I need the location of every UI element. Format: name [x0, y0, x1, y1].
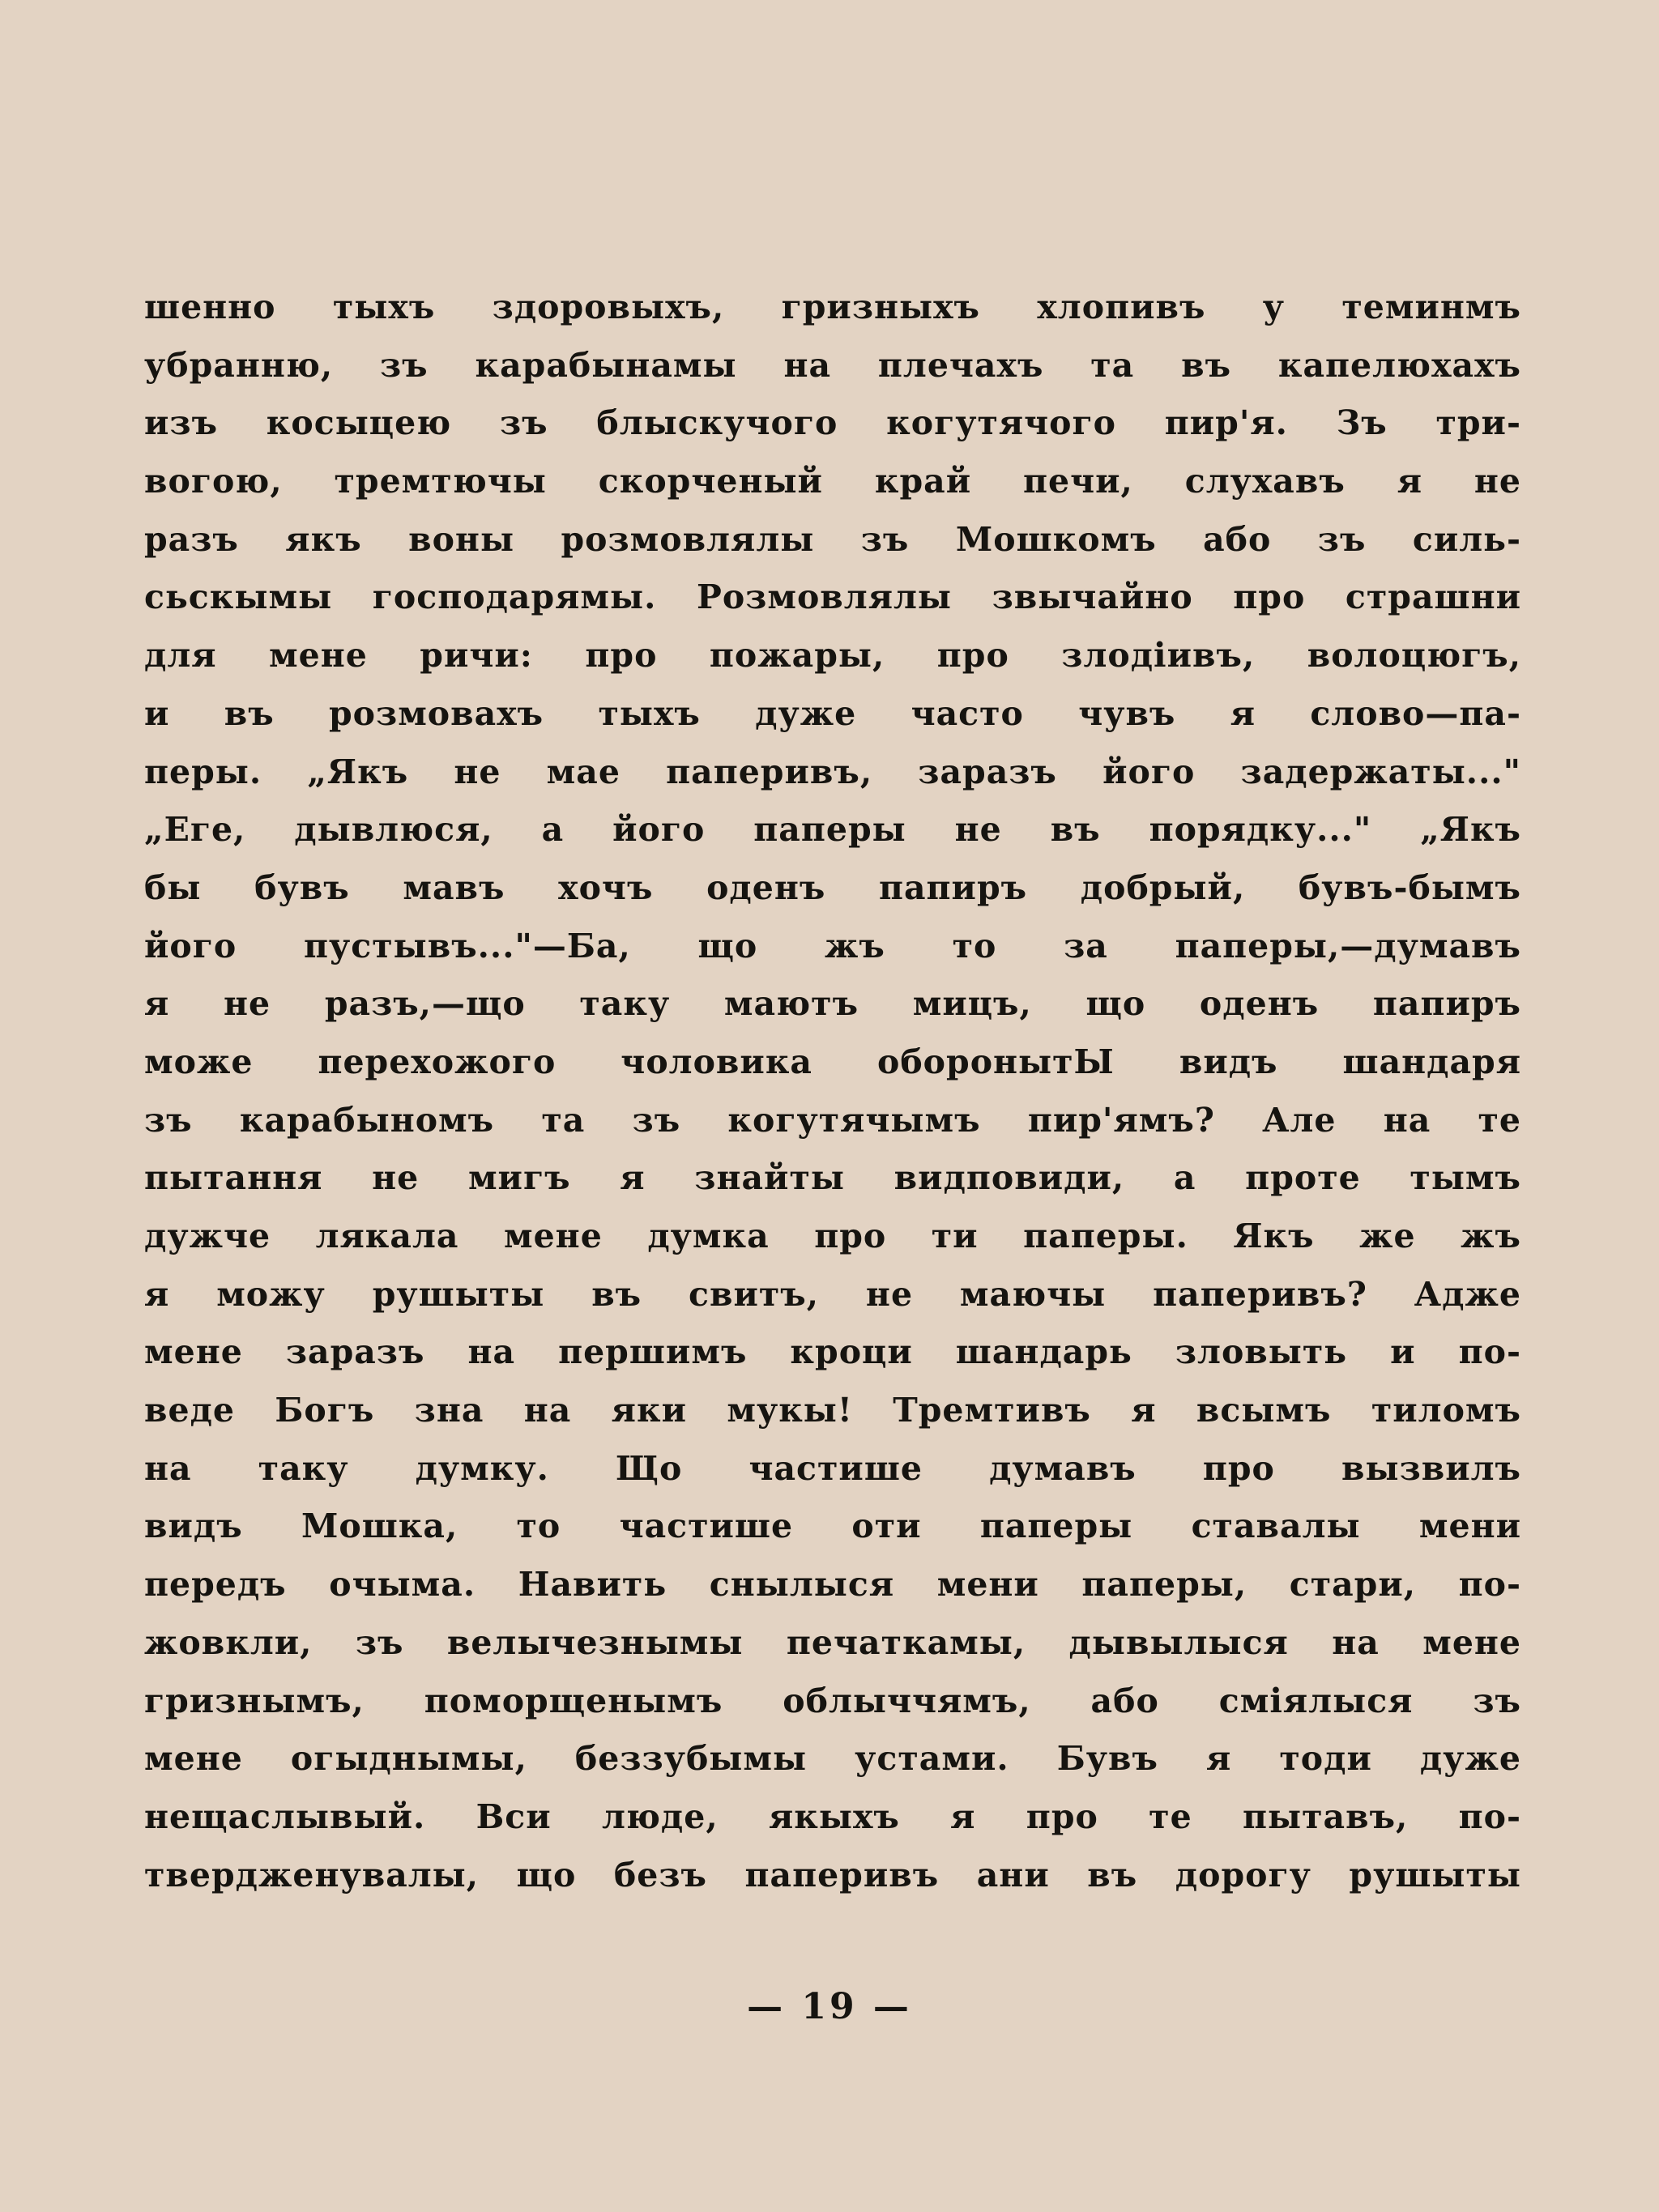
text-line-19: мене заразъ на першимъ кроци шандарь зловыть и по-	[144, 1332, 1521, 1372]
text-line-21: на таку думку. Що частише думавъ про вызвилъ	[144, 1448, 1521, 1488]
text-line-17: дужче лякала мене думка про ти паперы. Якъ же жъ	[144, 1217, 1521, 1255]
text-line-10: „Еге, дывлюся, а його паперы не въ порядку..." „Якъ	[144, 810, 1521, 850]
text-line-6: сьскымы господарямы. Розмовлялы звычайно про страшни	[144, 578, 1521, 617]
text-line-8: и въ розмовахъ тыхъ дуже часто чувъ я слово—па-	[144, 693, 1521, 733]
text-line-1: шенно тыхъ здоровыхъ, гризныхъ хлопивъ у теминмъ	[144, 288, 1521, 326]
text-line-9: перы. „Якъ не мае паперивъ, заразъ його задержаты..."	[144, 752, 1521, 791]
page-number: — 19 —	[747, 1986, 912, 2027]
text-line-15: зъ карабыномъ та зъ когутячымъ пир'ямъ? Але на те	[144, 1100, 1521, 1140]
text-line-11: бы бувъ мавъ хочъ оденъ папиръ добрый, бувъ-бымъ	[144, 867, 1521, 907]
text-line-2: убранню, зъ карабынамы на плечахъ та въ капелюхахъ	[144, 345, 1521, 385]
text-line-13: я не разъ,—що таку маютъ мицъ, що оденъ папиръ	[144, 984, 1521, 1024]
text-line-20: веде Богъ зна на яки мукы! Тремтивъ я всымъ тиломъ	[144, 1391, 1521, 1430]
text-line-3: изъ косыцею зъ блыскучого когутячого пир'я. Зъ три-	[144, 403, 1521, 443]
text-line-5: разъ якъ воны розмовлялы зъ Мошкомъ або зъ силь-	[144, 519, 1521, 559]
text-line-16: пытання не мигъ я знайты видповиди, а проте тымъ	[144, 1158, 1521, 1198]
body-text	[144, 279, 1521, 1904]
text-line-12: його пустывъ..."—Ба, що жъ то за паперы,—думавъ	[144, 926, 1521, 965]
text-line-26: мене огыднымы, беззубымы устами. Бувъ я тоди дуже	[144, 1739, 1521, 1779]
text-line-14: може перехожого чоловика оборонытЫ видъ шандаря	[144, 1042, 1521, 1081]
text-line-7: для мене ричи: про пожары, про злодіивъ, волоцюгъ,	[144, 636, 1521, 676]
text-line-18: я можу рушыты въ свитъ, не маючы паперивъ? Адже	[144, 1274, 1521, 1314]
text-line-23: передъ очыма. Навить снылыся мени паперы, стари, по-	[144, 1565, 1521, 1605]
text-line-27: нещаслывый. Вси люде, якыхъ я про те пытавъ, по-	[144, 1796, 1521, 1836]
text-line-25: гризнымъ, поморщенымъ облыччямъ, або сміялыся зъ	[144, 1681, 1521, 1720]
text-line-24: жовкли, зъ велычезнымы печаткамы, дывылыся на мене	[144, 1622, 1521, 1662]
text-line-22: видъ Мошка, то частише оти паперы ставалы мени	[144, 1507, 1521, 1546]
text-line-28: твердженувалы, що безъ паперивъ ани въ дорогу рушыты	[144, 1855, 1521, 1894]
text-line-4: вогою, тремтючы скорченый край печи, слухавъ я не	[144, 462, 1521, 501]
